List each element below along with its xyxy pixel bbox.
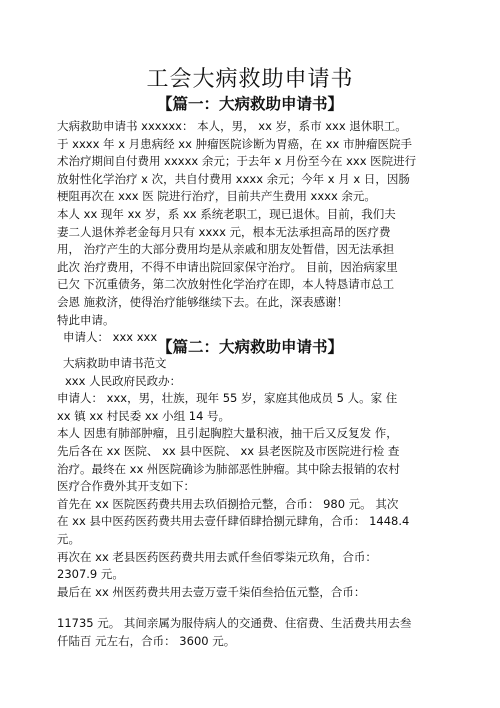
body-line: 此次 治疗费用，不得不申请出院回家保守治疗。 目前，因治病家里 xyxy=(57,259,398,274)
body-line: 最后在 xx 州医药费共用去壹万壹千柒佰叁拾伍元整，合币： xyxy=(57,584,366,599)
body-line: 医疗合作费外其开支如下： xyxy=(57,479,195,494)
body-line: 已欠 下沉重债务，第二次放射性化学治疗在即，本人特恳请市总工 xyxy=(57,277,395,292)
body-line: 本人 xx 现年 xx 岁，系 xx 系统老职工，现已退休。目前，我们夫 xyxy=(57,206,396,221)
body-line: 11735 元。 其间亲属为服侍病人的交通费、住宿费、生活费共用去叁 xyxy=(57,616,412,631)
body-line: 用， 治疗产生的大部分费用均是从亲戚和朋友处暂借，因无法承担 xyxy=(57,242,395,257)
body-line: 元。 xyxy=(57,531,80,546)
sample-title: 大病救助申请书范文 xyxy=(63,356,167,370)
body-line: xx 镇 xx 村民委 xx 小组 14 号。 xyxy=(57,408,231,423)
body-line: 首先在 xx 医院医药费共用去玖佰捌拾元整，合币： 980 元。 其次 xyxy=(57,496,399,511)
section1-body xyxy=(57,118,450,347)
body-line: 在 xx 县中医药医药费共用去壹仟肆佰肆拾捌元肆角，合币： 1448.4 xyxy=(57,514,410,529)
body-line: 放射性化学治疗 x 次，共自付费用 xxxx 余元；今年 x 月 x 日，因肠 xyxy=(57,171,410,186)
paragraph-gap xyxy=(57,601,450,615)
section2-body xyxy=(57,355,450,651)
body-line: 再次在 xx 老县医药医药费共用去贰仟叁佰零柒元玖角，合币： xyxy=(57,549,377,564)
document-title: 工会大病救助申请书 xyxy=(146,67,354,92)
body-line: 于 xxxx 年 x 月患病经 xx 肿瘤医院诊断为胃癌，在 xx 市肿瘤医院手 xyxy=(57,136,412,151)
addressee: xxx 人民政府民政办： xyxy=(65,373,182,388)
body-line: 特此申请。 xyxy=(57,312,115,327)
body-line: 梗阻再次在 xxx 医 院进行治疗，目前共产生费用 xxxx 余元。 xyxy=(57,189,376,204)
applicant-signature: 申请人： xxx xxx xyxy=(63,330,158,345)
body-line: 先后各在 xx 医院、 xx 县中医院、 xx 县老医院及市医院进行检 查 xyxy=(57,443,400,458)
body-line: 术治疗期间自付费用 xxxxx 余元；于去年 x 月份至今在 xxx 医院进行 xyxy=(57,154,417,169)
body-line: 本人 因患有肺部肿瘤，且引起胸腔大量积液，抽干后又反复发 作， xyxy=(57,426,398,441)
body-line: 治疗。最终在 xx 州医院确诊为肺部恶性肿瘤。其中除去报销的农村 xyxy=(57,461,400,476)
body-line: 仟陆百 元左右，合币： 3600 元。 xyxy=(57,633,236,648)
section1-heading: 【篇一：大病救助申请书】 xyxy=(156,95,343,113)
body-line: 2307.9 元。 xyxy=(57,567,124,582)
section2-heading: 【篇二：大病救助申请书】 xyxy=(156,338,343,356)
body-line: 大病救助申请书 xxxxxx： 本人，男， xx 岁，系市 xxx 退休职工。 xyxy=(57,119,407,133)
body-line: 妻二人退休养老金每月只有 xxxx 元，根本无法承担高昂的医疗费 xyxy=(57,224,391,239)
body-line: 申请人： xxx，男，壮族，现年 55 岁，家庭其他成员 5 人。家 住 xyxy=(57,391,398,406)
body-line: 会恩 施救济，使得治疗能够继续下去。在此，深表感谢！ xyxy=(57,294,349,309)
